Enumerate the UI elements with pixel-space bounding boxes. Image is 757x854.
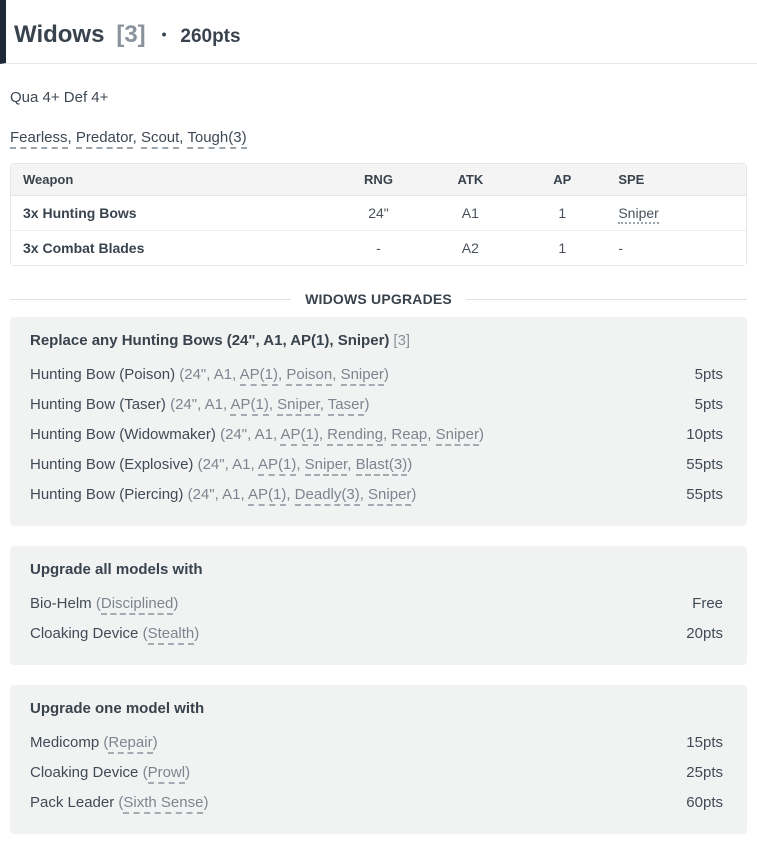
upgrade-option-text (30, 480, 416, 510)
unit-model-count: [3] (116, 21, 146, 48)
upgrade-section-title-text: Upgrade one model with (30, 700, 205, 717)
special-rule[interactable]: Sniper (305, 456, 348, 476)
upgrade-options-list (30, 589, 723, 649)
weapons-table-header (11, 164, 746, 196)
upgrade-option-price: Free (692, 595, 723, 612)
upgrade-option-name: Cloaking Device (30, 764, 139, 781)
upgrade-option (30, 619, 723, 649)
upgrade-sections-container (10, 317, 747, 834)
weapon-rng-cell: - (334, 231, 422, 265)
upgrade-option-name: Hunting Bow (Explosive) (30, 456, 194, 473)
weapon-atk-cell: A2 (423, 231, 519, 265)
quality-defense-stats: Qua 4+ Def 4+ (10, 89, 109, 106)
upgrade-option-details: (24", A1, AP(1), Rending, Reap, Sniper) (220, 426, 484, 446)
upgrade-option-price: 25pts (686, 764, 723, 781)
upgrade-section (10, 317, 747, 526)
special-rule[interactable]: Poison (286, 366, 332, 386)
points-separator-dot: • (161, 26, 167, 42)
upgrade-section-title (30, 330, 723, 352)
special-rule[interactable]: Predator (76, 129, 133, 149)
special-rule[interactable]: AP(1) (248, 486, 286, 506)
upgrade-option (30, 450, 723, 480)
upgrade-option-price: 60pts (686, 794, 723, 811)
upgrade-section-title-text: Upgrade all models with (30, 561, 203, 578)
upgrade-option (30, 480, 723, 510)
upgrade-option (30, 758, 723, 788)
upgrade-option-name: Hunting Bow (Poison) (30, 366, 176, 383)
upgrade-option-details: (24", A1, AP(1), Sniper, Taser) (170, 396, 369, 416)
unit-points: 260pts (180, 26, 241, 47)
upgrade-option-name: Cloaking Device (30, 625, 139, 642)
special-rule[interactable]: AP(1) (230, 396, 268, 416)
special-rule[interactable]: Scout (141, 129, 179, 149)
upgrade-option-details: (Sixth Sense) (118, 794, 208, 814)
upgrade-option-name: Pack Leader (30, 794, 115, 811)
weapon-rng-cell: 24" (334, 196, 422, 231)
upgrade-option (30, 360, 723, 390)
upgrade-option-details: (24", A1, AP(1), Sniper, Blast(3)) (198, 456, 413, 476)
column-header-spe: SPE (606, 164, 746, 196)
column-header-ap: AP (518, 164, 606, 196)
unit-title-line (14, 13, 747, 50)
upgrade-option-text (30, 728, 158, 758)
upgrade-option-name: Hunting Bow (Taser) (30, 396, 166, 413)
weapon-row (11, 231, 746, 265)
weapon-ap-cell: 1 (518, 196, 606, 231)
upgrades-divider (10, 291, 747, 307)
upgrade-option (30, 420, 723, 450)
upgrade-option-details: (Repair) (103, 734, 157, 754)
upgrade-options-list (30, 728, 723, 818)
upgrade-section-title-text: Replace any Hunting Bows (24", A1, AP(1), Sniper) (30, 332, 390, 349)
weapons-header-row (11, 164, 746, 196)
upgrade-option (30, 788, 723, 818)
special-rule[interactable]: Tough(3) (187, 129, 246, 149)
special-rule[interactable]: Prowl (148, 764, 186, 784)
upgrade-option-text (30, 619, 199, 649)
upgrade-section (10, 546, 747, 665)
weapon-spe-cell (606, 196, 746, 231)
special-rule[interactable]: Sixth Sense (123, 794, 203, 814)
upgrade-option (30, 728, 723, 758)
weapon-ap-cell: 1 (518, 231, 606, 265)
special-rule[interactable]: AP(1) (280, 426, 318, 446)
special-rule[interactable]: Taser (328, 396, 365, 416)
upgrade-section (10, 685, 747, 834)
upgrade-option-price: 55pts (686, 486, 723, 503)
upgrade-option-text (30, 758, 190, 788)
upgrade-options-list (30, 360, 723, 510)
upgrade-option-price: 15pts (686, 734, 723, 751)
upgrade-option-text (30, 450, 412, 480)
column-header-weapon: Weapon (11, 164, 334, 196)
special-rule[interactable]: AP(1) (240, 366, 278, 386)
upgrade-option-price: 55pts (686, 456, 723, 473)
upgrade-section-title (30, 698, 723, 720)
upgrade-option-price: 5pts (694, 396, 723, 413)
weapon-name-cell: 3x Combat Blades (11, 231, 334, 265)
upgrade-option-text (30, 788, 208, 818)
weapon-atk-cell: A1 (423, 196, 519, 231)
special-rules-line: Fearless, Predator, Scout, Tough(3) (10, 129, 747, 146)
special-rule[interactable]: Sniper (618, 205, 658, 224)
weapon-name-cell: 3x Hunting Bows (11, 196, 334, 231)
unit-header (0, 0, 757, 64)
special-rule[interactable]: Deadly(3) (295, 486, 360, 506)
special-rule[interactable]: Sniper (436, 426, 479, 446)
upgrade-option-name: Hunting Bow (Piercing) (30, 486, 184, 503)
upgrade-option-details: (24", A1, AP(1), Deadly(3), Sniper) (188, 486, 417, 506)
upgrade-option (30, 589, 723, 619)
upgrade-option-name: Bio-Helm (30, 595, 92, 612)
weapon-spe-cell: - (606, 231, 746, 265)
upgrade-option-text (30, 420, 484, 450)
unit-content (0, 89, 757, 834)
upgrade-option-text (30, 360, 389, 390)
upgrade-option-details: (Disciplined) (96, 595, 179, 615)
special-rule[interactable]: Sniper (368, 486, 411, 506)
upgrade-section-count: [3] (393, 332, 411, 349)
column-header-rng: RNG (334, 164, 422, 196)
special-rule[interactable]: Repair (108, 734, 152, 754)
upgrade-option-details: (24", A1, AP(1), Poison, Sniper) (179, 366, 389, 386)
special-rule[interactable]: Sniper (341, 366, 384, 386)
upgrade-option-price: 20pts (686, 625, 723, 642)
upgrade-option-details: (Prowl) (143, 764, 191, 784)
special-rule[interactable]: Sniper (277, 396, 320, 416)
upgrade-section-title (30, 559, 723, 581)
column-header-atk: ATK (423, 164, 519, 196)
upgrade-option-price: 5pts (694, 366, 723, 383)
upgrade-option-text (30, 390, 369, 420)
upgrade-option-text (30, 589, 178, 619)
special-rule[interactable]: Reap (391, 426, 427, 446)
special-rule[interactable]: Stealth (148, 625, 195, 645)
weapons-table (10, 163, 747, 266)
upgrade-option (30, 390, 723, 420)
special-rule[interactable]: Fearless (10, 129, 68, 149)
special-rule[interactable]: Rending (327, 426, 383, 446)
special-rule[interactable]: AP(1) (258, 456, 296, 476)
upgrade-option-name: Medicomp (30, 734, 100, 751)
special-rule[interactable]: Disciplined (101, 595, 174, 615)
upgrade-option-price: 10pts (686, 426, 723, 443)
special-rule[interactable]: Blast(3) (356, 456, 408, 476)
upgrade-option-name: Hunting Bow (Widowmaker) (30, 426, 216, 443)
weapons-table-body (11, 196, 746, 265)
upgrade-option-details: (Stealth) (143, 625, 200, 645)
weapon-row (11, 196, 746, 231)
upgrades-divider-label: WIDOWS UPGRADES (305, 291, 452, 307)
unit-name: Widows (14, 21, 105, 48)
